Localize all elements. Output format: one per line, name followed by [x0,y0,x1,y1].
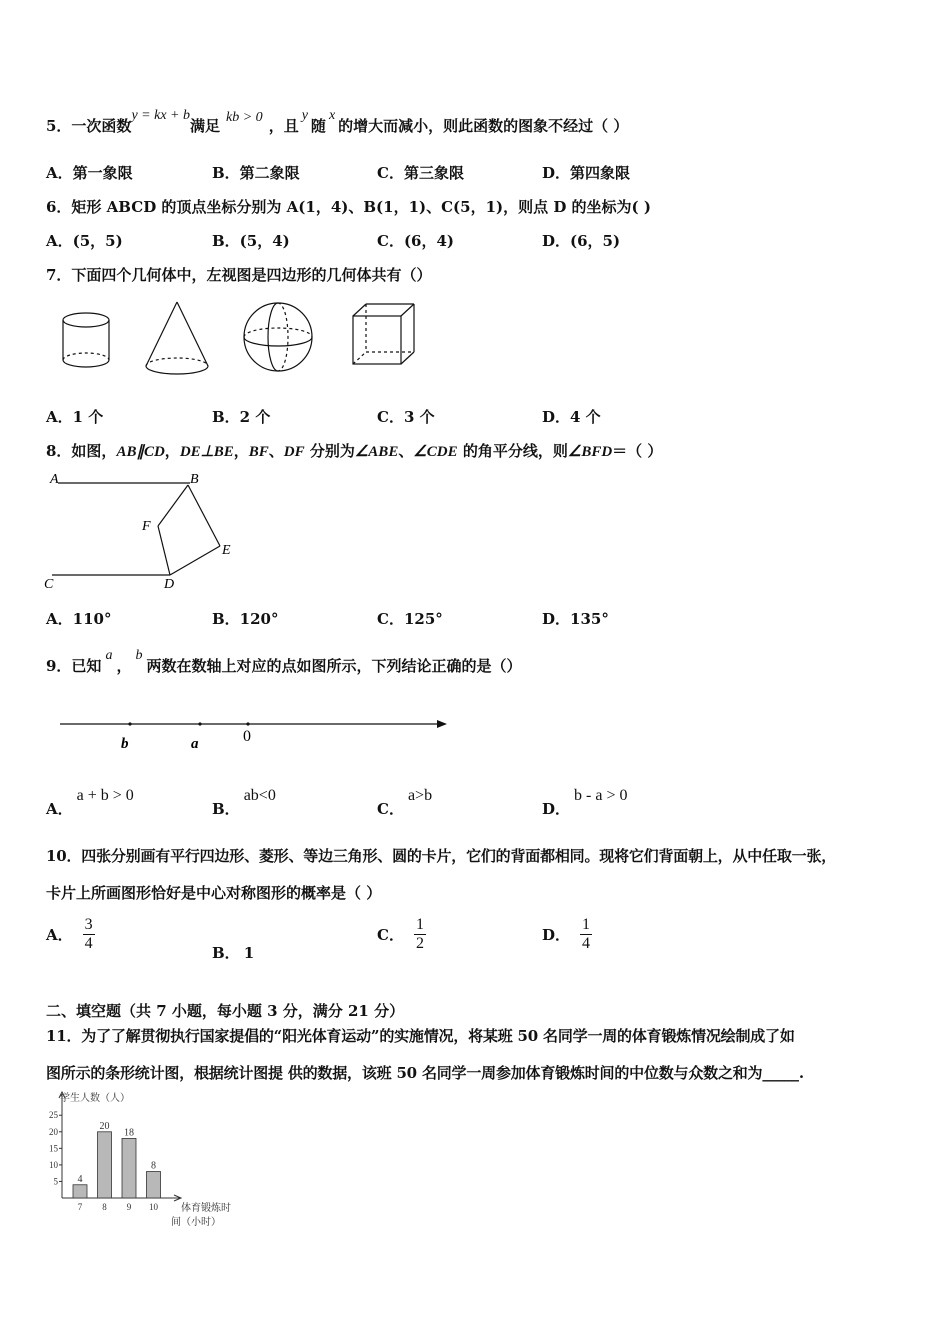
q10-option-c-fraction [414,916,426,953]
q7-stem: 7．下面四个几何体中，左视图是四边形的几何体共有（） [46,266,432,284]
cylinder-shape [63,313,109,367]
q8-math-df: DF [283,444,305,460]
q8-math-angle-abe: ∠ABE [354,444,399,460]
q10-stem-line2: 卡片上所画图形恰好是中心对称图形的概率是（ ） [46,884,382,902]
segment-df [158,526,170,575]
bar-8 [98,1132,112,1198]
cone-shape [146,302,208,374]
q10-stem-line1: 10．四张分别画有平行四边形、菱形、等边三角形、圆的卡片，它们的背面都相同。现将它们背面朝上，从中任取一张， [46,847,837,865]
q10-option-d-fraction [580,916,592,953]
bar-7 [73,1185,87,1198]
q8-math-bf: BF [248,444,269,460]
q6-option-b[interactable]: B．(5，4) [212,232,290,250]
q9-number-line [55,712,465,758]
q9-option-d-letter: D． [542,800,571,818]
bar-10 [147,1172,161,1198]
bar-value-label: 4 [77,1173,83,1185]
arrow-head [437,720,447,728]
q5-prefix: 5．一次函数 [46,117,132,135]
label-zero: 0 [243,728,251,745]
q6-option-a[interactable]: A．(5，5) [46,232,123,250]
q5-option-a[interactable]: A．第一象限 [46,164,133,182]
q8-sep2: ， [233,442,249,460]
point-a [198,722,201,725]
fraction-numerator: 1 [582,916,591,933]
segment-bf [158,485,188,526]
q7-option-d[interactable]: D．4 个 [542,408,601,426]
segment-be [188,485,220,546]
q8-sep6: 的角平分线，则 [457,442,568,460]
q9-sep: ， [116,657,132,675]
q9-option-c-letter: C． [377,800,404,818]
x-axis-label-line2: 间（小时） [171,1217,221,1228]
label-e: E [222,543,231,558]
q8-math-de-perp-be: DE⊥BE [179,444,234,460]
q8-geometry-figure [40,466,250,594]
q10-option-a-letter: A． [46,926,73,944]
q9-option-b-letter: B． [212,800,240,818]
section-2-title: 二、填空题（共 7 小题，每小题 3 分，满分 21 分） [46,1002,405,1020]
q9-option-d-expr: b - a > 0 [574,787,628,804]
cube-shape [353,304,414,364]
q11-stem-line2: 图所示的条形统计图，根据统计图提 供的数据，该班 50 名同学一周参加体育锻炼时间的中位数与众数之和为_____. [46,1064,804,1082]
q9-option-b-expr: ab<0 [243,787,276,804]
y-tick-label: 15 [49,1143,58,1154]
q5-function: y = kx + b [131,108,190,123]
q10-option-a[interactable] [46,916,95,953]
bar-value-label: 20 [99,1120,110,1132]
q9-option-a-letter: A． [46,800,73,818]
q9-option-c-expr: a>b [407,787,433,804]
q8-math-ab-parallel-cd: AB∥CD [116,444,165,460]
q8-sep1: ， [164,442,180,460]
x-tick-label: 10 [149,1202,158,1212]
q6-option-d[interactable]: D．(6，5) [542,232,621,250]
q7-option-a[interactable]: A．1 个 [46,408,104,426]
q8-option-a[interactable]: A．110° [46,610,112,628]
label-a: a [191,736,199,752]
q11-stem-line1: 11．为了了解贯彻执行国家提倡的“阳光体育运动”的实施情况，将某班 50 名同学一周的体育锻炼情况绘制成了如 [46,1027,795,1045]
x-tick-label: 9 [126,1202,132,1212]
q8-prefix: 8．如图， [46,442,117,460]
q5-mid1: 满足 [190,117,221,135]
q5-var-x: x [328,108,336,123]
label-f: F [142,519,151,534]
q8-math-angle-cde: ∠CDE [413,444,458,460]
bar-value-label: 18 [124,1127,134,1139]
q5-mid2: ，且 [268,117,299,135]
q8-math-angle-bfd: ∠BFD [567,444,613,460]
q7-option-c[interactable]: C．3 个 [377,408,435,426]
fraction-numerator: 1 [415,916,424,933]
point-zero [246,722,249,725]
y-tick-label: 25 [49,1110,58,1121]
q8-sep5: 、 [398,442,414,460]
q9-option-b[interactable] [212,787,276,819]
x-tick-label: 7 [77,1202,83,1212]
q7-option-b[interactable]: B．2 个 [212,408,271,426]
q10-option-c-letter: C． [377,926,404,944]
y-axis-label: 学生人数（人） [60,1093,130,1104]
q11-bar-chart [40,1088,240,1233]
q9-var-a: a [105,648,113,663]
q5-option-c[interactable]: C．第三象限 [377,164,464,182]
label-a: A [50,472,59,487]
q9-option-c[interactable] [377,787,433,819]
q5-option-b[interactable]: B．第二象限 [212,164,300,182]
label-b: B [190,472,199,487]
segment-de [170,546,220,575]
q8-option-b[interactable]: B．120° [212,610,279,628]
x-tick-label: 8 [102,1202,107,1212]
q10-option-b-value: 1 [243,944,255,962]
q9-prefix: 9．已知 [46,657,102,675]
fraction-denominator: 4 [582,935,591,952]
q5-var-y: y [301,108,308,123]
fraction-numerator: 3 [84,916,93,933]
q10-option-d-letter: D． [542,926,571,944]
q9-suffix: 两数在数轴上对应的点如图所示，下列结论正确的是（） [146,657,522,675]
q10-option-b-letter: B． [212,944,240,962]
q5-suffix: 的增大而减小，则此函数的图象不经过（ ） [338,117,629,135]
q10-option-d[interactable] [542,916,592,953]
point-b [128,722,131,725]
y-tick-label: 5 [53,1176,58,1187]
x-axis-label-line1: 体育锻炼时 [181,1203,231,1214]
q10-option-c[interactable] [377,916,426,953]
label-b: b [121,736,129,752]
q5-mid3: 随 [310,117,326,135]
label-d: D [164,577,175,592]
fraction-denominator: 4 [84,935,93,952]
q8-option-c[interactable]: C．125° [377,610,443,628]
q10-option-b[interactable] [212,942,254,963]
q8-sep4: 分别为 [304,442,355,460]
q5-condition: kb > 0 [226,110,263,125]
fraction-denominator: 2 [415,935,424,952]
q9-option-a[interactable] [46,787,134,819]
bar-value-label: 8 [151,1160,156,1172]
q10-option-a-fraction [83,916,95,953]
q8-option-d[interactable]: D．135° [542,610,609,628]
q5-stem [46,108,629,136]
q6-option-c[interactable]: C．(6，4) [377,232,455,250]
q8-suffix: ＝（ ） [612,442,663,460]
q7-solids-figure [46,296,446,386]
bar-9 [122,1138,136,1198]
q9-option-d[interactable] [542,787,628,819]
q9-stem [46,648,522,676]
q9-var-b: b [135,648,143,663]
y-tick-label: 10 [49,1159,58,1170]
q8-sep3: 、 [268,442,284,460]
q9-option-a-expr: a + b > 0 [76,787,134,804]
y-tick-label: 20 [49,1126,58,1137]
label-c: C [44,577,54,592]
q5-option-d[interactable]: D．第四象限 [542,164,631,182]
q6-stem: 6．矩形 ABCD 的顶点坐标分别为 A(1，4)、B(1，1)、C(5，1)，则点 D 的坐标为( ) [46,198,651,216]
q8-stem [46,440,662,461]
sphere-shape [244,303,312,371]
